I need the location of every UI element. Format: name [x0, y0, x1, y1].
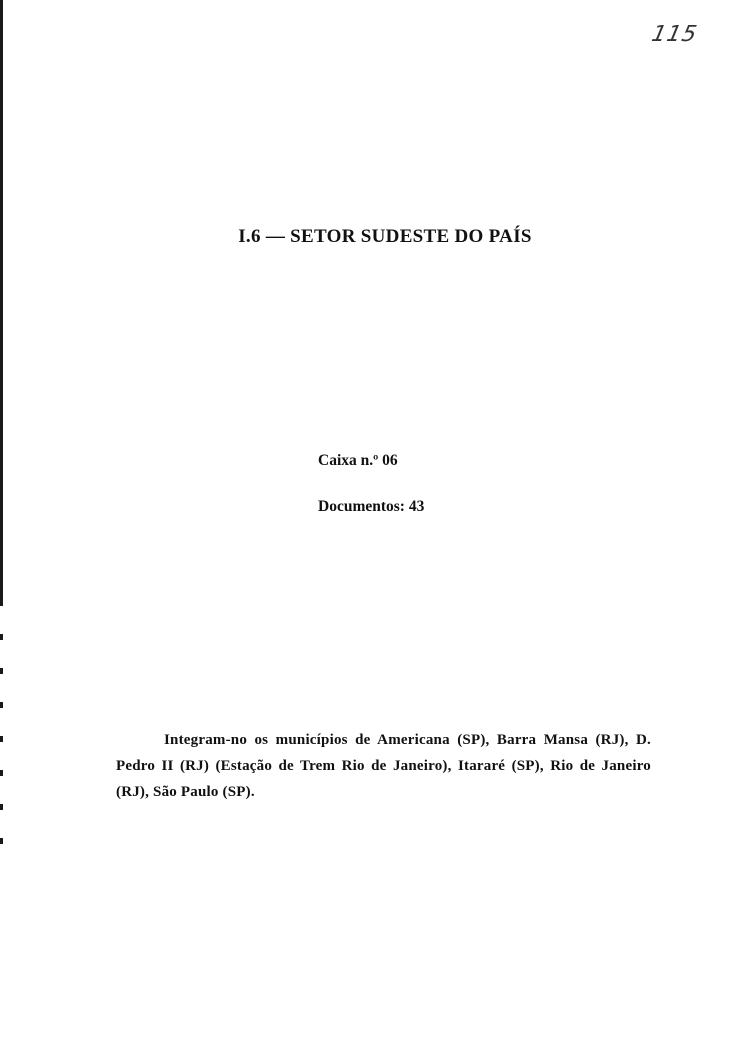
documents-count: Documentos: 43 — [318, 498, 425, 515]
binding-edge-marks — [0, 600, 3, 860]
section-title: I.6 — SETOR SUDESTE DO PAÍS — [238, 226, 532, 247]
box-info — [318, 452, 424, 544]
binding-edge — [0, 0, 3, 600]
handwritten-page-number: 115 — [649, 22, 700, 47]
municipalities-paragraph: Integram-no os municípios de Americana (SP), Barra Mansa (RJ), D. Pedro II (RJ) (Estação de Trem Rio de Janeiro), Itararé (SP), Rio de Janeiro (RJ), São Paulo (SP). — [116, 732, 651, 800]
box-number: Caixa n.º 06 — [318, 452, 398, 469]
